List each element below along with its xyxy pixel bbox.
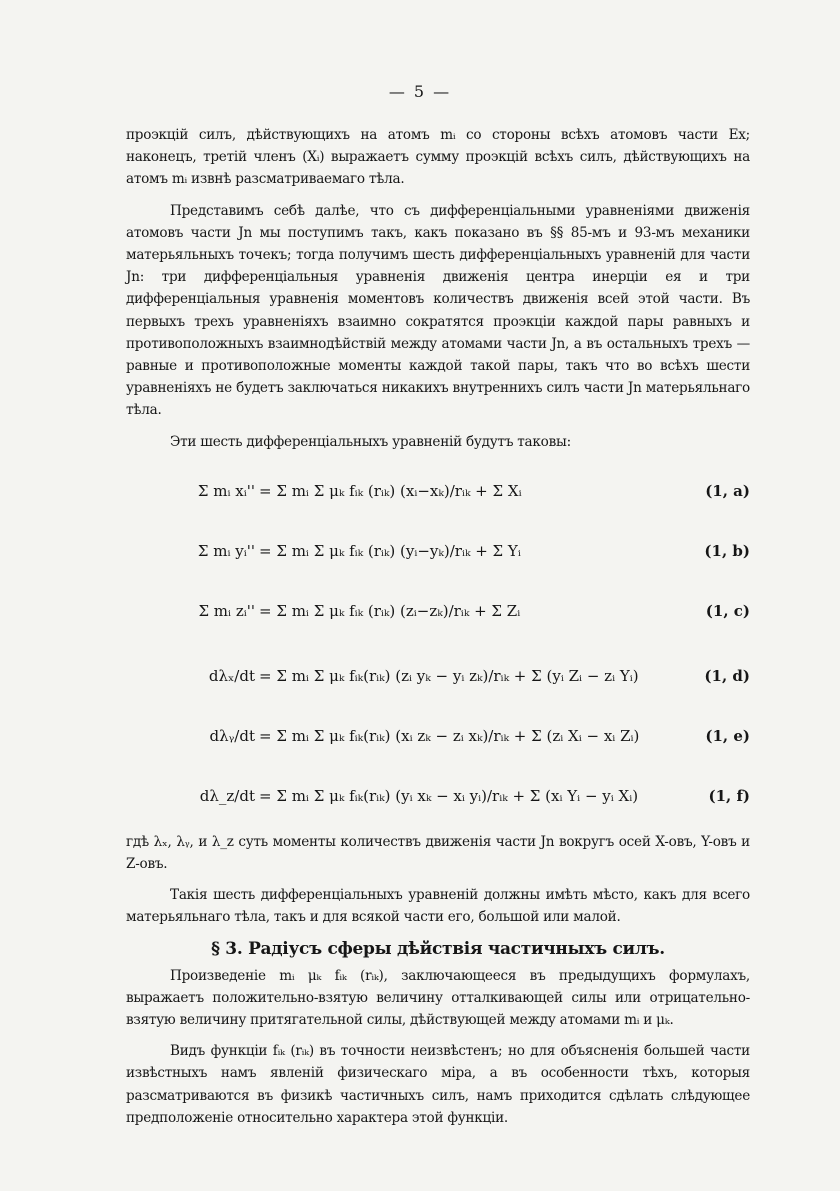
page-number: — 5 — (388, 82, 452, 101)
equation-block (126, 461, 750, 831)
equation-rhs: = Σ mᵢ Σ μₖ fᵢₖ (rᵢₖ) (zᵢ−zₖ)/rᵢₖ + Σ Zᵢ (259, 601, 521, 620)
section-heading: § 3. Радіусъ сферы дѣйствія частичныхъ силъ. (211, 938, 665, 959)
equation-rhs: = Σ mᵢ Σ μₖ fᵢₖ(rᵢₖ) (zᵢ yₖ − yᵢ zₖ)/rᵢₖ + Σ (yᵢ Zᵢ − zᵢ Yᵢ) (259, 666, 639, 685)
equation-label: (1, a) (705, 481, 750, 500)
equation-1a (126, 461, 750, 521)
equation-1f (126, 766, 750, 826)
equation-label: (1, b) (704, 541, 750, 560)
equation-rhs: = Σ mᵢ Σ μₖ fᵢₖ (rᵢₖ) (xᵢ−xₖ)/rᵢₖ + Σ Xᵢ (259, 481, 522, 500)
equation-label: (1, e) (705, 726, 750, 745)
paragraph-5: Такія шесть дифференціальныхъ уравненій должны имѣть мѣсто, какъ для всего матерьяльнаго тѣла, такъ и для всякой части его, большой или малой. (126, 887, 750, 926)
page-body (126, 124, 750, 1129)
paragraph-7: Видъ функціи fᵢₖ (rᵢₖ) въ точности неизвѣстенъ; но для объясненія большей части извѣстныхъ намъ явленій физическаго міра, а въ особенности тѣхъ, которыя разсматриваются въ физикѣ частичныхъ силъ, намъ приходится сдѣлать слѣдующее предположеніе относительно характера этой функціи. (126, 1043, 750, 1126)
equation-label: (1, f) (708, 786, 750, 805)
equation-1e (126, 706, 750, 766)
paragraph-1: проэкцій силъ, дѣйствующихъ на атомъ mᵢ со стороны всѣхъ атомовъ части Ex; наконецъ, третій членъ (Xᵢ) выражаетъ сумму проэкцій всѣхъ силъ, дѣйствующихъ на атомъ mᵢ извнѣ разсматриваемаго тѣла. (126, 127, 750, 188)
equation-lhs: dλ_z/dt (199, 786, 255, 805)
paragraph-6: Произведеніе mᵢ μₖ fᵢₖ (rᵢₖ), заключающееся въ предыдущихъ формулахъ, выражаетъ положительно-взятую величину отталкивающей силы или отрицательно-взятую величину притягательной силы, дѣйствующей между атомами mᵢ и μₖ. (126, 967, 750, 1029)
equation-label: (1, c) (705, 601, 750, 620)
equation-rhs: = Σ mᵢ Σ μₖ fᵢₖ(rᵢₖ) (yᵢ xₖ − xᵢ yᵢ)/rᵢₖ + Σ (xᵢ Yᵢ − yᵢ Xᵢ) (259, 786, 639, 805)
equation-lhs: Σ mᵢ yᵢ'' (197, 541, 255, 560)
equation-1d (126, 646, 750, 706)
paragraph-3: Эти шесть дифференціальныхъ уравненій будутъ таковы: (170, 433, 571, 450)
equation-1b (126, 521, 750, 581)
equation-lhs: dλₓ/dt (208, 666, 255, 685)
equation-label: (1, d) (704, 666, 750, 685)
equation-lhs: Σ mᵢ xᵢ'' (197, 481, 255, 500)
paragraph-4: гдѣ λₓ, λᵧ, и λ_z суть моменты количествъ движенія части Jn вокругъ осей X-овъ, Y-овъ и Z-овъ. (126, 833, 750, 873)
paragraph-2: Представимъ себѣ далѣе, что съ дифференціальными уравненіями движенія атомовъ части Jn мы поступимъ такъ, какъ показано въ §§ 85-мъ и 93-мъ механики матерьяльныхъ точекъ; тогда получимъ шесть дифференціальныхъ уравненій для части Jn: три дифференціальныя уравненія движенія центра инерціи ея и три дифференціальныя уравненія моментовъ количествъ движенія всей этой части. Въ первыхъ трехъ уравненіяхъ взаимно сократятся проэкціи каждой пары равныхъ и противоположныхъ взаимнодѣйствій между атомами части Jn, а въ остальныхъ трехъ — равные и противоположные моменты каждой такой пары, такъ что во всѣхъ шести уравненіяхъ не будетъ заключаться никакихъ внутреннихъ силъ части Jn матерьяльнаго тѣла. (126, 202, 750, 419)
equation-lhs: dλᵧ/dt (209, 726, 255, 745)
equation-rhs: = Σ mᵢ Σ μₖ fᵢₖ(rᵢₖ) (xᵢ zₖ − zᵢ xₖ)/rᵢₖ + Σ (zᵢ Xᵢ − xᵢ Zᵢ) (259, 726, 640, 745)
equation-lhs: Σ mᵢ zᵢ'' (198, 601, 255, 620)
equation-rhs: = Σ mᵢ Σ μₖ fᵢₖ (rᵢₖ) (yᵢ−yₖ)/rᵢₖ + Σ Yᵢ (259, 541, 521, 560)
equation-1c (126, 581, 750, 641)
